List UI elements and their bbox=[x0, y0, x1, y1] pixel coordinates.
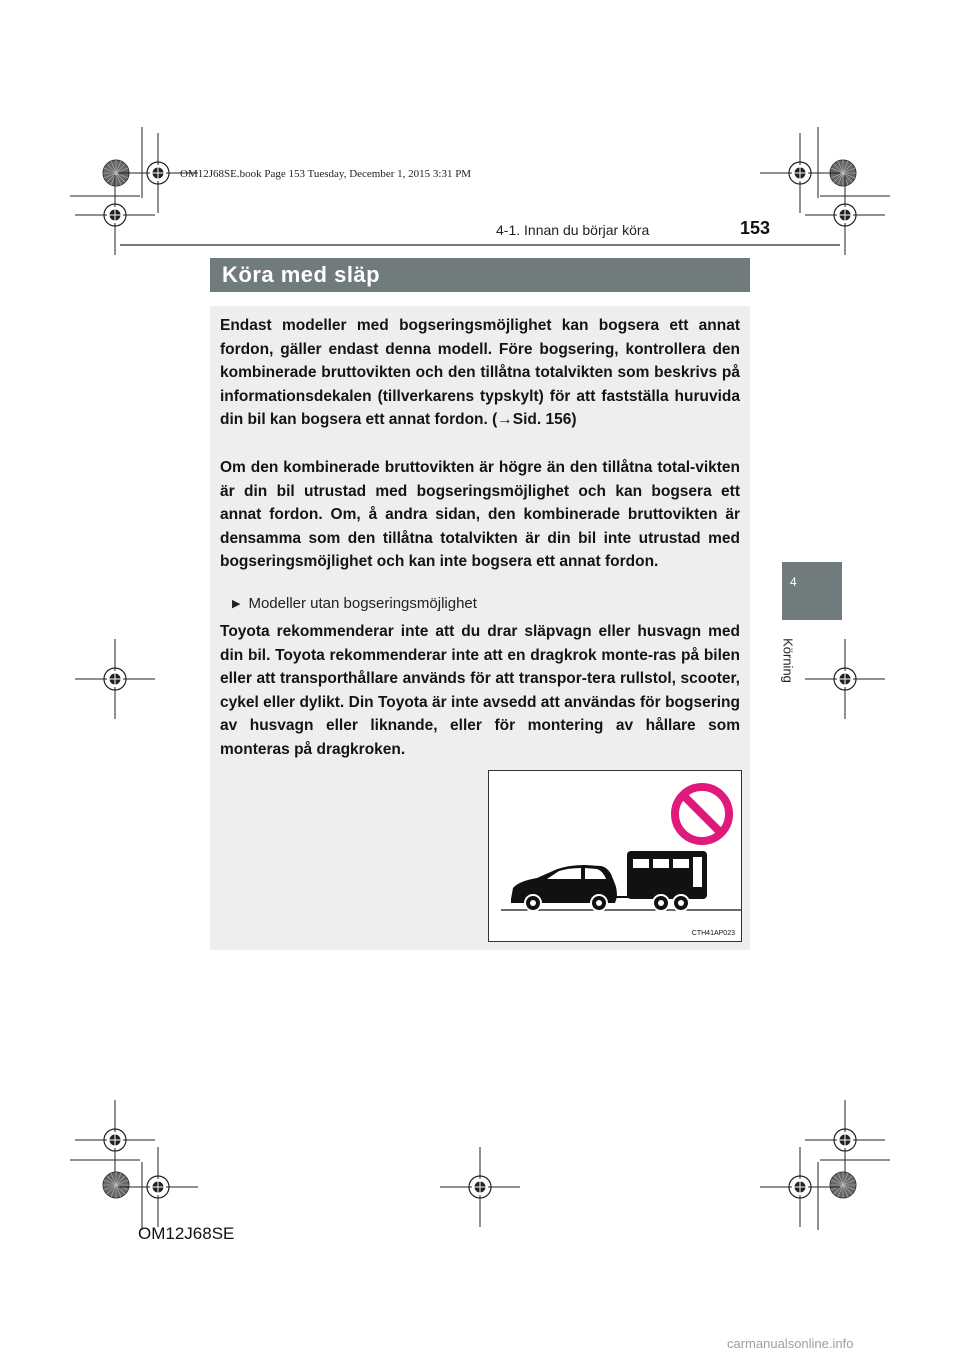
header-rule bbox=[120, 244, 840, 246]
site-watermark: carmanualsonline.info bbox=[727, 1336, 854, 1351]
triangle-bullet-icon: ▶ bbox=[232, 598, 241, 610]
figure-code: CTH41AP023 bbox=[691, 930, 735, 937]
page-number: 153 bbox=[740, 218, 771, 238]
prohibition-sign-icon bbox=[675, 787, 729, 841]
towing-prohibited-illustration bbox=[488, 770, 742, 942]
paragraph-towing-capability: Endast modeller med bogseringsmöjlighet kan bogsera ett annat fordon, gäller endast denna modell. Före bogsering, kontrollera den kombinerade bruttovikten och den tillåtna totalvikten som beskrivs på informationsdekalen (tillverkarens typskylt) för att fastställa huruvida din bil kan bogsera ett annat fordon. (→Sid. 156) bbox=[220, 317, 740, 428]
sub-item-label: Modeller utan bogseringsmöjlighet bbox=[248, 595, 477, 612]
chapter-tab bbox=[782, 562, 842, 620]
paragraph-toyota-recommendation: Toyota rekommenderar inte att du drar släpvagn eller husvagn med din bil. Toyota rekommenderar inte att en dragkrok monte-ras på bilen eller att transporthållare används för att transpor-tera rullstol, scooter, cykel eller dylikt. Din Toyota är inte avsedd att användas för bogsering av husvagn eller liknande, eller för montering av hållare som monteras på dragkroken. bbox=[220, 623, 740, 758]
section-title: Köra med släp bbox=[222, 262, 381, 287]
model-code: OM12J68SE bbox=[138, 1224, 235, 1243]
running-header: 4-1. Innan du börjar köra bbox=[496, 222, 650, 238]
sub-item-without-towing bbox=[232, 595, 477, 612]
chapter-number: 4 bbox=[790, 575, 797, 589]
chapter-label: Körning bbox=[780, 638, 796, 683]
section-title-bar bbox=[210, 258, 750, 292]
car-towing-caravan-icon bbox=[489, 771, 741, 941]
paragraph-gross-weight: Om den kombinerade bruttovikten är högre än den tillåtna total-vikten är din bil utrustad med bogseringsmöjlighet och kan bogsera ett annat fordon. Om, å andra sidan, den kombinerade bruttovikten är densamma som den tillåtna totalvikten är din bil inte utrustad med bogseringsmöjlighet och kan inte bogsera ett annat fordon. bbox=[220, 459, 740, 570]
book-info: OM12J68SE.book Page 153 Tuesday, December 1, 2015 3:31 PM bbox=[180, 168, 472, 180]
